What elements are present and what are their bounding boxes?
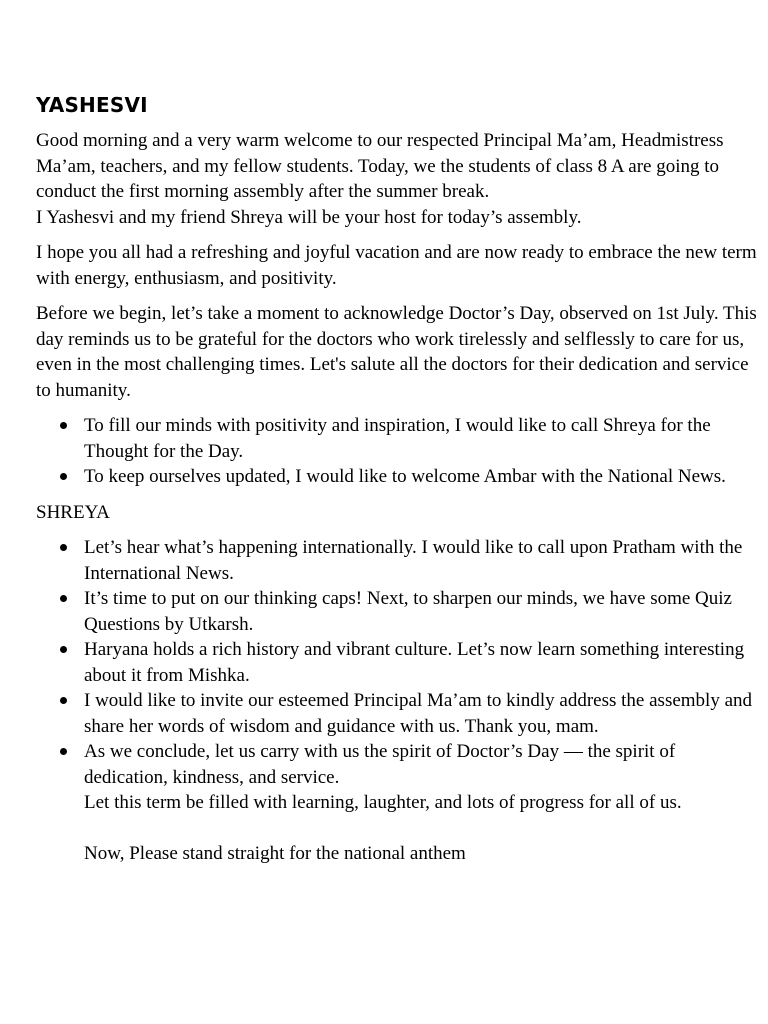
bullet-icon bbox=[60, 748, 67, 755]
list-item-text: Let’s hear what’s happening internationally. I would like to call upon Pratham with the International News. bbox=[84, 537, 743, 584]
list-item bbox=[36, 739, 758, 867]
yashesvi-bullet-list bbox=[36, 413, 758, 490]
list-item bbox=[36, 586, 758, 637]
shreya-bullet-list bbox=[36, 535, 758, 867]
host-heading-yashesvi: YASHESVI bbox=[36, 93, 148, 117]
list-item-text: To keep ourselves updated, I would like to welcome Ambar with the National News. bbox=[84, 466, 726, 487]
list-item bbox=[36, 413, 758, 464]
bullet-icon bbox=[60, 473, 67, 480]
blank-line bbox=[84, 816, 758, 842]
welcome-text: Good morning and a very warm welcome to our respected Principal Ma’am, Headmistress Ma’am, teachers, and my fellow students. Today, we the students of class 8 A are going to conduct the first morning assembly after the summer break. bbox=[36, 130, 724, 202]
bullet-icon bbox=[60, 646, 67, 653]
anthem-line: Now, Please stand straight for the national anthem bbox=[84, 843, 466, 864]
bullet-icon bbox=[60, 595, 67, 602]
welcome-paragraph bbox=[36, 128, 758, 230]
list-item-text: It’s time to put on our thinking caps! Next, to sharpen our minds, we have some Quiz Questions by Utkarsh. bbox=[84, 588, 732, 635]
assembly-script-document bbox=[36, 92, 758, 877]
list-item bbox=[36, 535, 758, 586]
bullet-icon bbox=[60, 422, 67, 429]
doctors-day-paragraph: Before we begin, let’s take a moment to acknowledge Doctor’s Day, observed on 1st July. This day reminds us to be grateful for the doctors who work tirelessly and selflessly to care for us, even in the most challenging times. Let's salute all the doctors for their dedication and service to humanity. bbox=[36, 303, 757, 401]
bullet-icon bbox=[60, 697, 67, 704]
list-item-text: Haryana holds a rich history and vibrant culture. Let’s now learn something interesting about it from Mishka. bbox=[84, 639, 745, 686]
closing-line: Let this term be filled with learning, laughter, and lots of progress for all of us. bbox=[84, 792, 682, 813]
list-item-text: To fill our minds with positivity and inspiration, I would like to call Shreya for the Thought for the Day. bbox=[84, 415, 711, 462]
bullet-icon bbox=[60, 544, 67, 551]
list-item-text: I would like to invite our esteemed Principal Ma’am to kindly address the assembly and share her words of wisdom and guidance with us. Thank you, mam. bbox=[84, 690, 753, 737]
vacation-paragraph: I hope you all had a refreshing and joyful vacation and are now ready to embrace the new term with energy, enthusiasm, and positivity. bbox=[36, 242, 757, 289]
host-heading-shreya: SHREYA bbox=[36, 501, 110, 523]
list-item bbox=[36, 637, 758, 688]
list-item bbox=[36, 688, 758, 739]
list-item bbox=[36, 464, 758, 490]
list-item-text: As we conclude, let us carry with us the spirit of Doctor’s Day — the spirit of dedication, kindness, and service. bbox=[84, 741, 676, 788]
hosts-text: I Yashesvi and my friend Shreya will be your host for today’s assembly. bbox=[36, 206, 582, 228]
